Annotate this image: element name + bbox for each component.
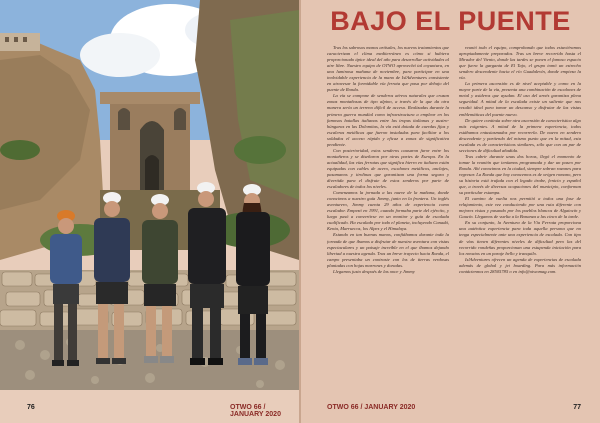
article-title: BAJO EL PUENTE xyxy=(330,6,571,36)
right-page-number: 77 xyxy=(573,404,581,411)
article-paragraph: De quiere continúa sobre otra ascensión de característica algo más exigentes. A mitad de la primera experiencia, todos estábamos entusiasmados por recorrerla. De nuevo en sendero descendente y partiendo del mismo punto que en la mitad, esta escalada es de características similares, sólo que con un par de secciones de dificultad añadida. xyxy=(459,117,581,153)
article-paragraph: Tras cubrir durante unas dos horas, llegó el momento de tomar la reunión que teníamos programada y dar un paseo por Ronda. Ahí conocimos en la ciudad, siempre sobran razones para regresar. La Ronda que hoy conocemos es de origen romano, pero su historia está trufada con el legado árabe, fenicio y español que, a través de diversas ocupaciones del municipio, conforman su particular estampa. xyxy=(459,153,581,196)
article-paragraph: reunió todo el equipo, comprobando que todos estuviéramos apropiadamente preparados. Tras un breve recorrido hasta el Mirador del Viento, donde las tardes se ponen el famoso espacio que fuera la garganta de El Tajo, el grupo tomó un estrecho sendero descendente hacia el río Guadalevín, donde empieza la vía. xyxy=(459,45,581,81)
left-page-number: 76 xyxy=(27,404,35,411)
article-paragraph: En su conjunto, la Aventura de la Vía Ferrata proporciona una auténtica experiencia para toda aquella persona que no tenga especialmente ante una experiencia de escalada. Con tipo de vías tienen diferentes niveles de dificultad pero las del recorrido rondeñas proporcionan una estupenda iniciación para los novatos en un paraje bello y tranquilo. xyxy=(459,220,581,256)
article-paragraph: La primera ascensión es de nivel aceptable y como en la mayor parte de la vía, presenta una combinación de escalones de metal y asideros que ayudan. El uso del arnés garantiza plena seguridad. A mitad de la escalada existe un saliente que nos resultó ideal para tomar un descanso y disfrutar de las vistas emblemáticas del puente nuevo. xyxy=(459,81,581,117)
article-paragraph: Tras los sabrosos manos artísales, los nuevos tratamientos que caracterizan el clima mediterráneo es cómo si hubiera proporcionado ápice ideal del año para desarrollar actividades al aire libre. Nuestro equipo de OTWO aprovechó tal coyuntura, en una luminosa mañana de noviembre, para participar en una inolvidable experiencia de la mano de IslAdventures consistente en atravesar la formidable vía ferrata que pasa por debajo del puente de Ronda. xyxy=(327,45,449,93)
article-paragraph: Llegamos justo después de las once y Jimmy xyxy=(333,268,415,274)
left-page xyxy=(0,0,299,423)
group-photo xyxy=(0,0,299,390)
article-body xyxy=(327,45,581,385)
right-page xyxy=(301,0,600,423)
article-column-1 xyxy=(327,45,449,385)
article-paragraph: La vía se compone de senderos aéreos naturales que cruzan zonas montañosas de tipo alpino, a través de la que da otra manera sería un terreno difícil de acceso. Realizadas durante la primera guerra mundial como infraestructura a emplear en los famosos batallas italianas entre las tropas italianas y austro-húngaras en las Dolomitas, la vía está dotada de cuerdas fijas y escaleras metálicas que fueron instaladas para facilitar a los soldados el acceso rápido y eficaz a zonas de significativa pendiente. xyxy=(327,93,449,147)
right-publication-label: OTWO 66 / JANUARY 2020 xyxy=(327,404,416,411)
left-publication-label: OTWO 66 / JANUARY 2020 xyxy=(230,404,281,418)
article-paragraph: Estando en tan buenas manos, confiábamos durante toda la jornada de que íbamos a disfrutar de nuestra aventura con vistas espectaculares y un paisaje increíble en el que íbamos dejando libertad a nuestra agenda. Tras un breve trayecto hacia Ronda, el campo presentaba un contraste con los de tierras verdosas plantadas con hojas marrones y doradas. xyxy=(327,232,449,268)
article-paragraph: Comenzamos la jornada a las nueve de la mañana, donde conocimos a nuestro guía Jimmy, junto en la frontera. Un inglés aventurero, Jimmy cuenta 29 años de experiencia como escalador. Empezó en 1991, cuando formaba parte del ejército, y luego pasó a convertirse en un monitor y guía de escalada cualificado. Ha escalado por todo el planeta, incluyendo Canadá, Kenia, Marruecos, los Alpes y el Himalaya. xyxy=(327,190,449,232)
article-paragraph: IslAdventures ofrecen un agenda de experiencias de escalada además de global y jet boarding. Para más información contáctennos en 28505785 o en info@otwomag.com. xyxy=(459,256,581,274)
article-paragraph: El camino de vuelta nos permitió a todos una fase de relajamiento, este vez conduciendo por una ruta diferente con mejores vistas y pasando por los pueblos blancos de Algatocín y Gaucín. Llegamos de vuelta a la Bonanza a las cinco de la tarde. xyxy=(459,196,581,220)
article-column-2 xyxy=(459,45,581,385)
article-paragraph: Con posterioridad, estos senderos causaron furor entre los montañeros y se diseñaron por otras partes de Europa. En la actualidad, las vías ferratas que significa hierro en italiano están equipadas con cables de acero, escalones metálicos, anclajes, pasamanos y tirolinas que garantizan una forma segura y divertida para el disfrute de estos senderos por parte de escaladores de todos los niveles. xyxy=(327,147,449,190)
